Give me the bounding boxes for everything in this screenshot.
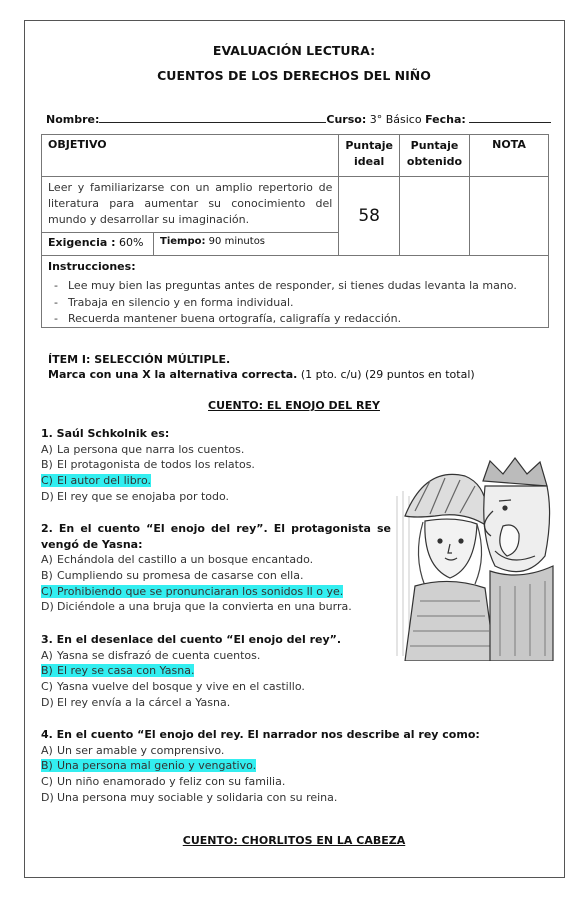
section-title-chorlitos-en-la-cabeza: CUENTO: CHORLITOS EN LA CABEZA	[182, 834, 406, 847]
fecha-label: Fecha:	[425, 113, 466, 126]
puntaje-ideal-header: Puntaje ideal	[339, 135, 400, 177]
tiempo-label: Tiempo:	[160, 236, 206, 247]
objective-table	[41, 134, 549, 256]
option-c[interactable]: C) Un niño enamorado y feliz con su familia.	[41, 775, 286, 789]
question-1	[41, 426, 255, 505]
option-d[interactable]: D) El rey que se enojaba por todo.	[41, 489, 230, 503]
question-text: 3. En el desenlace del cuento “El enojo del rey”.	[41, 633, 342, 646]
option-d[interactable]: D) Diciéndole a una bruja que la convierta en una burra.	[41, 600, 352, 614]
option-d[interactable]: D) Una persona muy sociable y solidaria con su reina.	[41, 790, 338, 804]
option-a[interactable]: A) Un ser amable y comprensivo.	[41, 743, 225, 757]
student-header	[46, 113, 546, 126]
page-subtitle: CUENTOS DE LOS DERECHOS DEL NIÑO	[157, 68, 431, 83]
exigencia-label: Exigencia :	[48, 236, 116, 249]
instructions-box	[41, 256, 549, 328]
objetivo-text: Leer y familiarizarse con un amplio repertorio de literatura para aumentar su conocimiento del mundo y desarrollar su imaginación.	[42, 177, 339, 233]
puntaje-obtenido-header: Puntaje obtenido	[400, 135, 470, 177]
option-c[interactable]: C) Yasna vuelve del bosque y vive en el castillo.	[41, 680, 305, 694]
instructions-title: Instrucciones:	[48, 260, 136, 273]
instruction-item: - Trabaja en silencio y en forma individual.	[54, 295, 542, 312]
fecha-field[interactable]	[469, 114, 551, 123]
curso-label: Curso:	[326, 113, 367, 126]
option-b[interactable]: B) Una persona mal genio y vengativo.	[41, 759, 257, 773]
instructions-list	[48, 278, 542, 328]
option-a[interactable]: A) Echándola del castillo a un bosque encantado.	[41, 553, 314, 566]
option-a[interactable]: A) Yasna se disfrazó de cuenta cuentos.	[41, 648, 261, 662]
exigencia-value: 60%	[119, 236, 144, 249]
option-b[interactable]: B) El protagonista de todos los relatos.	[41, 458, 255, 472]
option-a[interactable]: A) La persona que narra los cuentos.	[41, 442, 245, 456]
nota-cell[interactable]	[470, 177, 549, 256]
nombre-label: Nombre:	[46, 113, 100, 126]
tiempo-value: 90 minutos	[208, 236, 266, 247]
nota-header: NOTA	[470, 135, 549, 177]
option-b[interactable]: B) Cumpliendo su promesa de casarse con ella.	[41, 568, 304, 582]
puntaje-obtenido-cell[interactable]	[400, 177, 470, 256]
item-title: ÍTEM I: SELECCIÓN MÚLTIPLE.	[48, 353, 231, 366]
objetivo-header: OBJETIVO	[42, 135, 339, 177]
option-c[interactable]: C) El autor del libro.	[41, 474, 151, 488]
exigencia-cell	[42, 233, 154, 256]
curso-value: 3° Básico	[369, 113, 422, 126]
puntaje-ideal-value: 58	[339, 177, 400, 256]
section-title-el-enojo-del-rey: CUENTO: EL ENOJO DEL REY	[208, 399, 380, 412]
king-and-girl-illustration	[395, 456, 555, 661]
question-4	[41, 727, 480, 806]
tiempo-cell	[154, 233, 339, 256]
instruction-item: - Recuerda mantener buena ortografía, caligrafía y redacción.	[54, 311, 542, 328]
option-b[interactable]: B) El rey se casa con Yasna.	[41, 664, 195, 678]
option-c[interactable]: C) Prohibiendo que se pronunciaran los sonidos ll o ye.	[41, 584, 344, 598]
question-2	[41, 521, 391, 615]
question-text: 4. En el cuento “El enojo del rey. El narrador nos describe al rey como:	[41, 728, 480, 741]
item-points: (1 pto. c/u) (29 puntos en total)	[300, 368, 475, 381]
question-text: 2. En el cuento “El enojo del rey”. El protagonista se vengó de Yasna:	[41, 522, 391, 551]
nombre-field[interactable]	[99, 114, 326, 123]
item-heading	[48, 352, 475, 382]
page-title: EVALUACIÓN LECTURA:	[212, 43, 376, 58]
question-3	[41, 632, 341, 711]
option-d[interactable]: D) El rey envía a la cárcel a Yasna.	[41, 695, 231, 709]
instruction-item: - Lee muy bien las preguntas antes de responder, si tienes dudas levanta la mano.	[54, 278, 542, 295]
question-text: 1. Saúl Schkolnik es:	[41, 427, 170, 440]
item-instruction: Marca con una X la alternativa correcta.	[48, 368, 298, 381]
